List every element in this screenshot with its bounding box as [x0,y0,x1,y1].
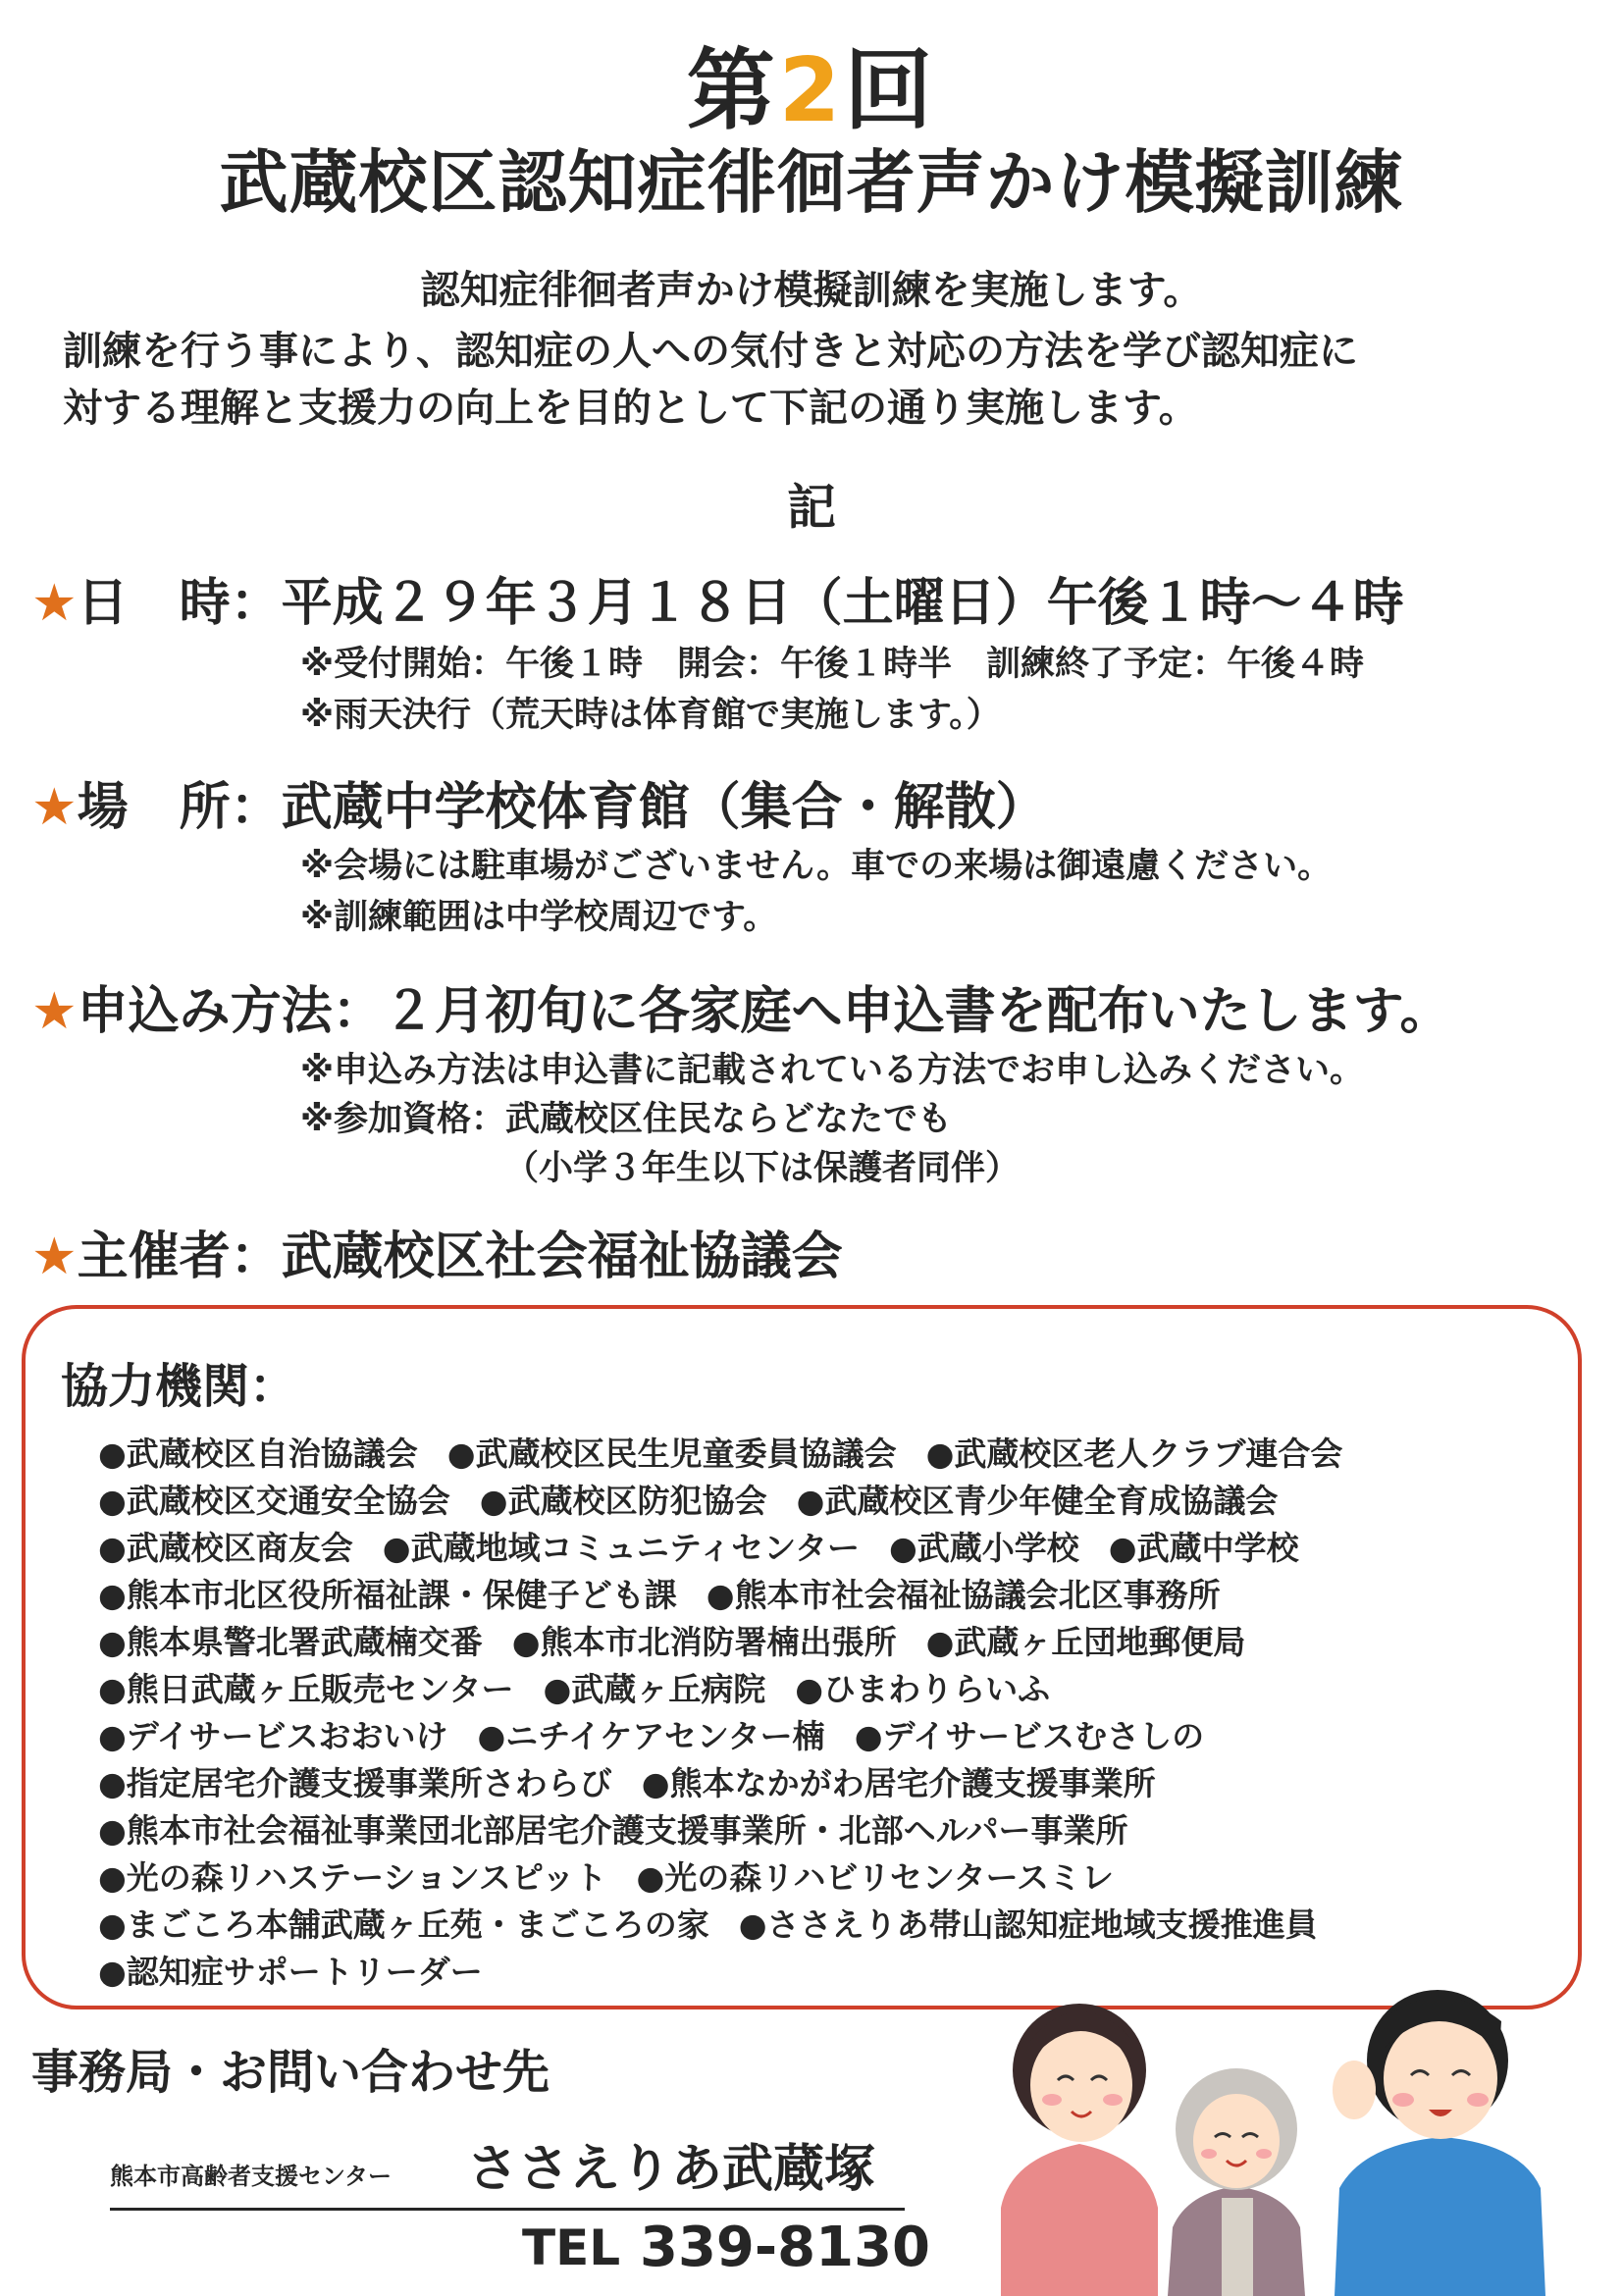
org-line [98,1666,1079,1713]
elder-figure [1168,2068,1305,2296]
org-line [98,1854,1143,1902]
org-item: ●熊本なかがわ居宅介護支援事業所 [641,1764,1156,1802]
page-title [0,37,1623,145]
org-item: ●ひまわりらいふ [795,1670,1051,1708]
org-item: ●武蔵校区防犯協会 [479,1482,767,1520]
datetime-note-1: ※受付開始：午後１時 開会：午後１時半 訓練終了予定：午後４時 [300,645,1365,684]
datetime-row [31,569,1404,638]
datetime-value: 平成２９年３月１８日（土曜日）午後１時～４時 [281,574,1404,633]
center-underline [110,2208,905,2211]
intro-line-1: 認知症徘徊者声かけ模擬訓練を実施します。 [420,268,1203,313]
org-item: ●指定居宅介護支援事業所さわらび [98,1764,612,1802]
org-item: ●武蔵校区青少年健全育成協議会 [796,1482,1279,1520]
org-item: ●熊日武蔵ヶ丘販売センター [98,1670,514,1708]
org-line [98,1478,1307,1525]
title-prefix: 第 [686,39,779,142]
org-item: ●武蔵地域コミュニティセンター [382,1529,860,1567]
ki-heading: 記 [787,479,836,536]
host-label: 主催者： [77,1227,282,1286]
org-item: ●熊本市北消防署楠出張所 [511,1623,897,1661]
org-item: ●武蔵校区民生児童委員協議会 [446,1435,897,1473]
org-line [98,1431,1372,1478]
intro-line-3: 対する理解と支援力の向上を目的として下記の通り実施します。 [63,386,1198,431]
org-item: ●まごころ本舗武蔵ヶ丘苑・まごころの家 [98,1905,709,1944]
org-item: ●武蔵中学校 [1108,1529,1299,1567]
apply-label: 申込み方法： [77,982,384,1041]
org-item: ●光の森リハビリセンタースミレ [636,1858,1115,1897]
place-note-1: ※会場には駐車場がございません。車での来場は御遠慮ください。 [300,847,1333,886]
datetime-label: 日 時： [77,574,282,633]
title-suffix: 回 [844,39,937,142]
org-line [98,1525,1329,1572]
org-line [98,1760,1185,1807]
org-item: ●デイサービスおおいけ [98,1717,448,1755]
org-item: ●光の森リハステーションスピット [98,1858,607,1897]
woman-figure [1001,2004,1158,2296]
place-label: 場 所： [77,778,282,837]
org-item: ●ささえりあ帯山認知症地域支援推進員 [738,1905,1318,1944]
office-title: 事務局・お問い合わせ先 [31,2045,550,2100]
org-item: ●デイサービスむさしの [854,1717,1205,1755]
org-item: ●熊本市社会福祉協議会北区事務所 [706,1576,1221,1614]
org-item: ●武蔵小学校 [888,1529,1079,1567]
apply-note-1: ※申込み方法は申込書に記載されている方法でお申し込みください。 [300,1051,1365,1090]
org-item: ●熊本市社会福祉事業団北部居宅介護支援事業所・北部ヘルパー事業所 [98,1811,1128,1850]
intro-line-2: 訓練を行う事により、認知症の人への気付きと対応の方法を学び認知症に [63,329,1358,374]
title-number: 2 [778,39,845,142]
man-figure [1333,1990,1545,2296]
event-title: 武蔵校区認知症徘徊者声かけ模擬訓練 [219,142,1404,223]
host-value: 武蔵校区社会福祉協議会 [281,1227,843,1286]
star-icon: ★ [31,982,78,1041]
org-line [98,1572,1250,1619]
tel-label: TEL [522,2219,621,2276]
org-line [98,1619,1275,1666]
org-line [98,1949,512,1996]
org-item: ●熊本市北区役所福祉課・保健子ども課 [98,1576,677,1614]
apply-row [31,977,1450,1046]
org-item: ●武蔵ヶ丘病院 [543,1670,766,1708]
host-row [31,1223,843,1291]
apply-note-2: ※参加資格：武蔵校区住民ならどなたでも [300,1100,953,1139]
org-item: ●武蔵校区商友会 [98,1529,353,1567]
center-subtitle: 熊本市高齢者支援センター [110,2163,393,2190]
star-icon: ★ [31,778,78,837]
datetime-note-2: ※雨天決行（荒天時は体育館で実施します。） [300,696,1001,735]
org-line [98,1807,1157,1854]
star-icon: ★ [31,1227,78,1286]
org-item: ●武蔵校区交通安全協会 [98,1482,450,1520]
org-item: ●認知症サポートリーダー [98,1953,483,1991]
center-name: ささえりあ武蔵塚 [467,2140,876,2199]
cooperation-title: 協力機関： [61,1359,297,1414]
org-item: ●武蔵校区老人クラブ連合会 [925,1435,1343,1473]
org-item: ●ニチイケアセンター楠 [477,1717,825,1755]
people-illustration [991,1962,1599,2296]
org-item: ●武蔵校区自治協議会 [98,1435,418,1473]
org-line [98,1713,1233,1760]
star-icon: ★ [31,574,78,633]
place-value: 武蔵中学校体育館（集合・解散） [281,778,1047,837]
org-item: ●武蔵ヶ丘団地郵便局 [925,1623,1246,1661]
place-note-2: ※訓練範囲は中学校周辺です。 [300,898,778,937]
tel-number: 339-8130 [640,2216,930,2279]
org-item: ●熊本県警北署武蔵楠交番 [98,1623,483,1661]
place-row [31,773,1047,842]
apply-note-3: （小学３年生以下は保護者同伴） [504,1149,1021,1188]
org-line [98,1902,1347,1949]
apply-value: ２月初旬に各家庭へ申込書を配布いたします。 [383,982,1451,1041]
